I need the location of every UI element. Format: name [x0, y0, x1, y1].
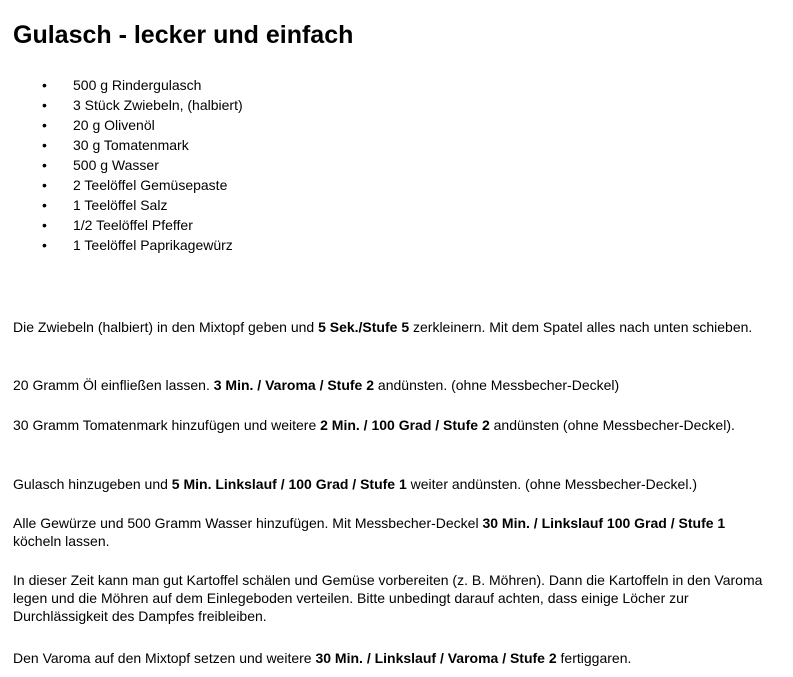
step-paragraph-1: Die Zwiebeln (halbiert) in den Mixtopf geben und 5 Sek./Stufe 5 zerkleinern. Mit dem Spatel alles nach unten schieben.: [13, 319, 753, 335]
bullet-icon: •: [42, 197, 47, 213]
bullet-icon: •: [42, 217, 47, 233]
ingredient-item: [0, 235, 400, 255]
step-paragraph-3: 30 Gramm Tomatenmark hinzufügen und weitere 2 Min. / 100 Grad / Stufe 2 andünsten (ohne Messbecher-Deckel).: [13, 417, 735, 433]
step-paragraph-2: 20 Gramm Öl einfließen lassen. 3 Min. / Varoma / Stufe 2 andünsten. (ohne Messbecher-Deckel): [13, 377, 620, 393]
bullet-icon: •: [42, 137, 47, 153]
step-setting: 3 Min. / Varoma / Stufe 2: [213, 377, 375, 393]
ingredient-text: 1 Teelöffel Salz: [73, 197, 168, 213]
ingredient-text: 3 Stück Zwiebeln, (halbiert): [73, 97, 243, 113]
step-paragraph-7: Den Varoma auf den Mixtopf setzen und weitere 30 Min. / Linkslauf / Varoma / Stufe 2 fertiggaren.: [13, 650, 632, 666]
ingredient-item: [0, 75, 400, 95]
step-setting: 5 Sek./Stufe 5: [318, 319, 410, 335]
ingredient-text: 1/2 Teelöffel Pfeffer: [73, 217, 193, 233]
bullet-icon: •: [42, 157, 47, 173]
bullet-icon: •: [42, 117, 47, 133]
step-setting: 30 Min. / Linkslauf / Varoma / Stufe 2: [315, 650, 557, 666]
bullet-icon: •: [42, 97, 47, 113]
bullet-icon: •: [42, 77, 47, 93]
ingredient-item: [0, 135, 400, 155]
bullet-icon: •: [42, 237, 47, 253]
ingredient-text: 500 g Wasser: [73, 157, 159, 173]
ingredient-item: [0, 215, 400, 235]
step-setting: 2 Min. / 100 Grad / Stufe 2: [320, 417, 490, 433]
ingredient-text: 20 g Olivenöl: [73, 117, 155, 133]
step-paragraph-6: In dieser Zeit kann man gut Kartoffel schälen und Gemüse vorbereiten (z. B. Möhren). Dann die Kartoffeln in den Varoma legen und die Möhren auf dem Einlegeboden verteilen. Bitte unbedingt darauf achten, dass einige Löcher zur Durchlässigkeit des Dampfes freibleiben.: [13, 572, 763, 624]
recipe-title: Gulasch - lecker und einfach: [13, 21, 354, 49]
ingredient-item: [0, 195, 400, 215]
ingredient-text: 500 g Rindergulasch: [73, 77, 202, 93]
ingredient-list: [0, 75, 400, 255]
step-setting: 5 Min. Linkslauf / 100 Grad / Stufe 1: [171, 476, 407, 492]
ingredient-item: [0, 115, 400, 135]
ingredient-item: [0, 95, 400, 115]
step-paragraph-5: Alle Gewürze und 500 Gramm Wasser hinzufügen. Mit Messbecher-Deckel 30 Min. / Linkslauf 100 Grad / Stufe 1 köcheln lassen.: [13, 515, 726, 549]
step-paragraph-4: Gulasch hinzugeben und 5 Min. Linkslauf / 100 Grad / Stufe 1 weiter andünsten. (ohne Messbecher-Deckel.): [13, 476, 698, 492]
ingredient-text: 30 g Tomatenmark: [73, 137, 189, 153]
ingredient-item: [0, 155, 400, 175]
step-setting: 30 Min. / Linkslauf 100 Grad / Stufe 1: [482, 515, 726, 531]
ingredient-text: 1 Teelöffel Paprikagewürz: [73, 237, 233, 253]
bullet-icon: •: [42, 177, 47, 193]
ingredient-item: [0, 175, 400, 195]
ingredient-text: 2 Teelöffel Gemüsepaste: [73, 177, 228, 193]
